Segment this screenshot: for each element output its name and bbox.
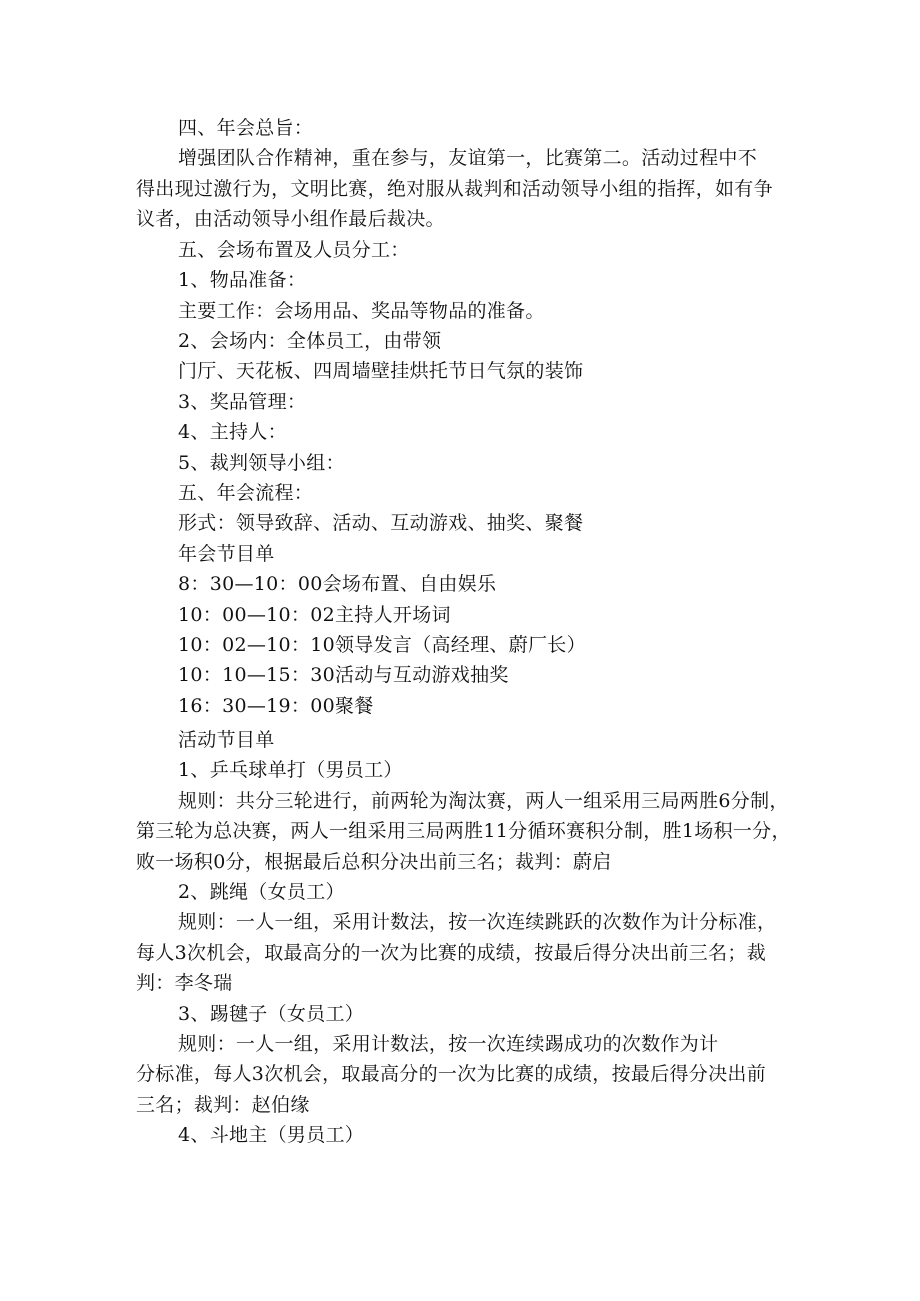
- paragraph-line: 主要工作：会场用品、奖品等物品的准备。: [178, 300, 545, 322]
- paragraph-line: 败一场积0分，根据最后总积分决出前三名；裁判：蔚启: [136, 851, 612, 873]
- paragraph-line: 判：李冬瑞: [136, 972, 233, 994]
- activity-item: 3、踢毽子（女员工）: [178, 1003, 365, 1025]
- paragraph-line: 每人3次机会，取最高分的一次为比赛的成绩，按最后得分决出前三名；裁: [136, 942, 766, 964]
- schedule-item: 8：30—10：00会场布置、自由娱乐: [178, 573, 497, 595]
- list-item: 3、奖品管理：: [178, 391, 307, 413]
- list-item: 2、会场内：全体员工，由带领: [178, 330, 442, 352]
- list-item: 4、主持人：: [178, 421, 287, 443]
- paragraph-line: 议者，由活动领导小组作最后裁决。: [136, 208, 445, 230]
- program-title: 年会节目单: [178, 543, 275, 565]
- schedule-item: 16：30—19：00聚餐: [178, 695, 374, 717]
- list-item: 1、物品准备：: [178, 269, 307, 291]
- activity-item: 1、乒乓球单打（男员工）: [178, 759, 403, 781]
- schedule-item: 10：02—10：10领导发言（高经理、蔚厂长）: [178, 634, 586, 656]
- activity-program-title: 活动节目单: [178, 729, 275, 751]
- paragraph-line: 增强团队合作精神，重在参与，友谊第一，比赛第二。活动过程中不: [178, 147, 758, 169]
- list-item: 5、裁判领导小组：: [178, 452, 345, 474]
- paragraph-line: 分标准，每人3次机会，取最高分的一次为比赛的成绩，按最后得分决出前: [136, 1063, 766, 1085]
- paragraph-line: 得出现过激行为，文明比赛，绝对服从裁判和活动领导小组的指挥，如有争: [136, 178, 773, 200]
- paragraph-line: 规则：一人一组，采用计数法，按一次连续踢成功的次数作为计: [178, 1033, 719, 1055]
- schedule-item: 10：00—10：02主持人开场词: [178, 604, 451, 626]
- activity-item: 4、斗地主（男员工）: [178, 1124, 365, 1146]
- schedule-item: 10：10—15：30活动与互动游戏抽奖: [178, 664, 509, 686]
- section-heading-venue: 五、会场布置及人员分工：: [178, 239, 410, 261]
- paragraph-line: 规则：共分三轮进行，前两轮为淘汰赛，两人一组采用三局两胜6分制，: [178, 790, 789, 812]
- activity-item: 2、跳绳（女员工）: [178, 881, 345, 903]
- paragraph-line: 形式：领导致辞、活动、互动游戏、抽奖、聚餐: [178, 512, 584, 534]
- paragraph-line: 三名；裁判：赵伯缘: [136, 1094, 310, 1116]
- section-heading-process: 五、年会流程：: [178, 482, 314, 504]
- paragraph-line: 第三轮为总决赛，两人一组采用三局两胜11分循环赛积分制，胜1场积一分，: [136, 820, 791, 842]
- paragraph-line: 门厅、天花板、四周墙壁挂烘托节日气氛的装饰: [178, 360, 584, 382]
- paragraph-line: 规则：一人一组，采用计数法，按一次连续跳跃的次数作为计分标准，: [178, 911, 777, 933]
- section-heading-purpose: 四、年会总旨：: [178, 117, 314, 139]
